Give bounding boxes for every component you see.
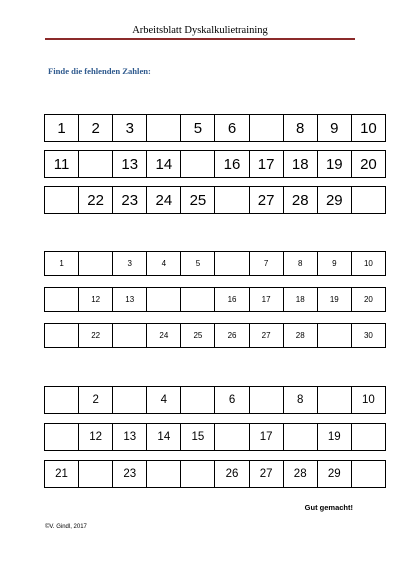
number-cell: 27 <box>249 324 283 348</box>
number-row-21-30-small <box>44 323 386 348</box>
number-cell: 5 <box>181 115 215 142</box>
number-cell: 3 <box>113 115 147 142</box>
empty-number-cell[interactable] <box>317 324 351 348</box>
number-cell: 1 <box>45 252 79 276</box>
number-cell: 28 <box>283 187 317 214</box>
number-cell: 19 <box>317 151 351 178</box>
number-cell: 16 <box>215 288 249 312</box>
empty-number-cell[interactable] <box>147 288 181 312</box>
number-cell: 13 <box>113 424 147 451</box>
number-cell: 2 <box>79 115 113 142</box>
number-cell: 9 <box>317 252 351 276</box>
number-cell: 28 <box>283 461 317 488</box>
number-row-11-20-large <box>44 150 386 178</box>
praise-text: Gut gemacht! <box>304 503 353 512</box>
number-row-21-30-large <box>44 186 386 214</box>
empty-number-cell[interactable] <box>317 387 351 414</box>
number-cell: 25 <box>181 324 215 348</box>
number-cell: 11 <box>45 151 79 178</box>
number-row-11-20-small <box>44 287 386 312</box>
empty-number-cell[interactable] <box>147 461 181 488</box>
empty-number-cell[interactable] <box>249 387 283 414</box>
number-cell: 29 <box>317 187 351 214</box>
number-cell: 2 <box>79 387 113 414</box>
instruction-text: Finde die fehlenden Zahlen: <box>48 66 151 76</box>
number-cell: 14 <box>147 151 181 178</box>
number-cell: 29 <box>317 461 351 488</box>
number-cell: 13 <box>113 288 147 312</box>
number-cell: 18 <box>283 288 317 312</box>
empty-number-cell[interactable] <box>351 187 385 214</box>
empty-number-cell[interactable] <box>45 187 79 214</box>
number-cell: 17 <box>249 288 283 312</box>
number-cell: 20 <box>351 151 385 178</box>
number-cell: 4 <box>147 387 181 414</box>
number-cell: 13 <box>113 151 147 178</box>
empty-number-cell[interactable] <box>351 461 385 488</box>
empty-number-cell[interactable] <box>181 288 215 312</box>
number-cell: 19 <box>317 424 351 451</box>
number-cell: 3 <box>113 252 147 276</box>
number-cell: 23 <box>113 187 147 214</box>
empty-number-cell[interactable] <box>181 387 215 414</box>
number-cell: 27 <box>249 461 283 488</box>
empty-number-cell[interactable] <box>215 424 249 451</box>
empty-number-cell[interactable] <box>79 151 113 178</box>
number-row-1-10-medium <box>44 386 386 414</box>
empty-number-cell[interactable] <box>147 115 181 142</box>
empty-number-cell[interactable] <box>283 424 317 451</box>
number-cell: 8 <box>283 387 317 414</box>
number-cell: 24 <box>147 187 181 214</box>
number-cell: 9 <box>317 115 351 142</box>
empty-number-cell[interactable] <box>113 324 147 348</box>
worksheet-title: Arbeitsblatt Dyskalkulietraining <box>132 25 268 36</box>
number-row-1-10-small <box>44 251 386 276</box>
empty-number-cell[interactable] <box>215 252 249 276</box>
empty-number-cell[interactable] <box>45 324 79 348</box>
copyright-text: ©V. Gindl, 2017 <box>45 524 87 530</box>
number-cell: 19 <box>317 288 351 312</box>
number-cell: 22 <box>79 324 113 348</box>
number-cell: 10 <box>351 387 385 414</box>
number-cell: 10 <box>351 115 385 142</box>
empty-number-cell[interactable] <box>79 461 113 488</box>
number-cell: 25 <box>181 187 215 214</box>
number-cell: 21 <box>45 461 79 488</box>
number-cell: 8 <box>283 252 317 276</box>
number-cell: 16 <box>215 151 249 178</box>
empty-number-cell[interactable] <box>113 387 147 414</box>
header-divider <box>45 38 355 40</box>
empty-number-cell[interactable] <box>215 187 249 214</box>
number-cell: 26 <box>215 461 249 488</box>
number-cell: 7 <box>249 252 283 276</box>
number-cell: 17 <box>249 151 283 178</box>
number-cell: 27 <box>249 187 283 214</box>
number-cell: 18 <box>283 151 317 178</box>
number-cell: 12 <box>79 288 113 312</box>
number-cell: 28 <box>283 324 317 348</box>
number-cell: 30 <box>351 324 385 348</box>
number-cell: 22 <box>79 187 113 214</box>
number-row-1-10-large <box>44 114 386 142</box>
number-cell: 6 <box>215 387 249 414</box>
number-cell: 4 <box>147 252 181 276</box>
number-cell: 5 <box>181 252 215 276</box>
number-cell: 14 <box>147 424 181 451</box>
number-cell: 15 <box>181 424 215 451</box>
number-cell: 26 <box>215 324 249 348</box>
empty-number-cell[interactable] <box>45 387 79 414</box>
empty-number-cell[interactable] <box>181 151 215 178</box>
empty-number-cell[interactable] <box>79 252 113 276</box>
empty-number-cell[interactable] <box>249 115 283 142</box>
number-row-11-20-medium <box>44 423 386 451</box>
number-cell: 1 <box>45 115 79 142</box>
empty-number-cell[interactable] <box>45 424 79 451</box>
number-cell: 6 <box>215 115 249 142</box>
number-cell: 20 <box>351 288 385 312</box>
number-cell: 8 <box>283 115 317 142</box>
number-cell: 12 <box>79 424 113 451</box>
number-cell: 23 <box>113 461 147 488</box>
number-cell: 24 <box>147 324 181 348</box>
empty-number-cell[interactable] <box>181 461 215 488</box>
number-row-21-30-medium <box>44 460 386 488</box>
empty-number-cell[interactable] <box>45 288 79 312</box>
number-cell: 10 <box>351 252 385 276</box>
empty-number-cell[interactable] <box>351 424 385 451</box>
number-cell: 17 <box>249 424 283 451</box>
